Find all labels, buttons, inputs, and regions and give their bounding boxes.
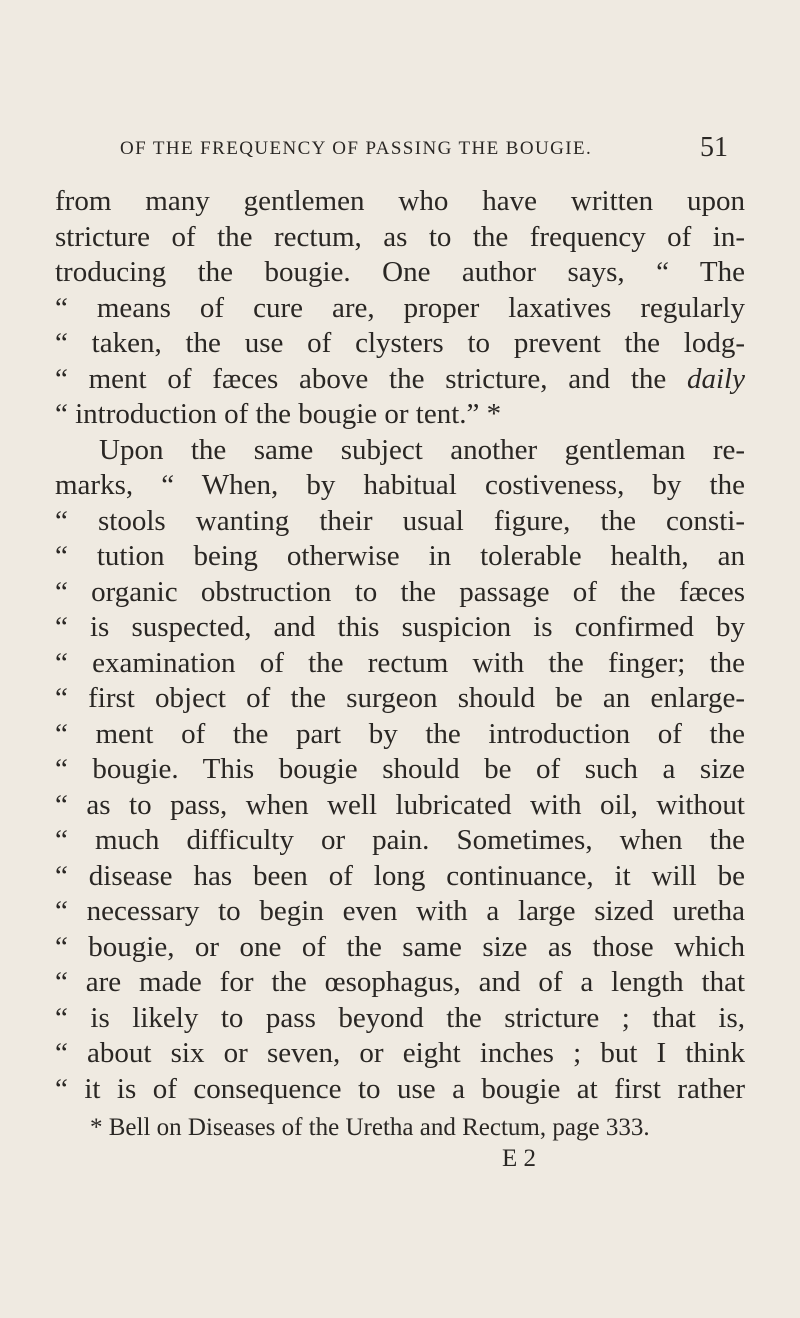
text-line: “ are made for the œsophagus, and of a length that bbox=[55, 966, 745, 998]
text-line: “ disease has been of long continuance, it will be bbox=[55, 859, 745, 892]
text-line: “ necessary to begin even with a large sized uretha bbox=[55, 895, 745, 927]
text-line: “ bougie, or one of the same size as those which bbox=[55, 930, 745, 963]
text-line: from many gentlemen who have written upon bbox=[55, 185, 745, 217]
page-number: 51 bbox=[700, 132, 728, 163]
text-line: marks, “ When, by habitual costiveness, by the bbox=[55, 469, 745, 501]
italic-word: daily bbox=[687, 362, 745, 395]
body-text bbox=[55, 184, 745, 1107]
text-line: “ is suspected, and this suspicion is confirmed by bbox=[55, 611, 745, 643]
text-line: “ stools wanting their usual figure, the consti- bbox=[55, 504, 745, 537]
text-line: “ bougie. This bougie should be of such a size bbox=[55, 753, 745, 785]
text-line: “ ment of the part by the introduction of the bbox=[55, 717, 745, 750]
text-line bbox=[55, 362, 745, 398]
text-line: troducing the bougie. One author says, “ The bbox=[55, 256, 745, 288]
text-line: “ taken, the use of clysters to prevent the lodg- bbox=[55, 327, 745, 359]
text-line: “ means of cure are, proper laxatives regularly bbox=[55, 291, 745, 324]
paragraph-start-line: Upon the same subject another gentleman re- bbox=[99, 433, 745, 466]
text-line: stricture of the rectum, as to the frequency of in- bbox=[55, 220, 745, 253]
text-line: “ tution being otherwise in tolerable health, an bbox=[55, 540, 745, 572]
text-line: “ first object of the surgeon should be an enlarge- bbox=[55, 682, 745, 714]
text-line: “ introduction of the bougie or tent.” * bbox=[55, 398, 502, 430]
signature-mark: E 2 bbox=[502, 1145, 537, 1172]
running-head bbox=[120, 132, 728, 168]
text-line: “ about six or seven, or eight inches ; but I think bbox=[55, 1037, 745, 1069]
running-title: OF THE FREQUENCY OF PASSING THE BOUGIE. bbox=[120, 138, 593, 159]
text-line: “ organic obstruction to the passage of the fæces bbox=[55, 575, 745, 608]
text-line: “ as to pass, when well lubricated with oil, without bbox=[55, 788, 745, 821]
text-line: “ examination of the rectum with the finger; the bbox=[55, 646, 745, 679]
footnote: * Bell on Diseases of the Uretha and Rectum, page 333. bbox=[90, 1114, 650, 1141]
text-line: “ it is of consequence to use a bougie at first rather bbox=[55, 1072, 745, 1105]
text-line-segment: “ ment of fæces above the stricture, and the bbox=[55, 362, 687, 395]
text-line: “ much difficulty or pain. Sometimes, when the bbox=[55, 824, 745, 856]
text-line: “ is likely to pass beyond the stricture ; that is, bbox=[55, 1001, 745, 1034]
